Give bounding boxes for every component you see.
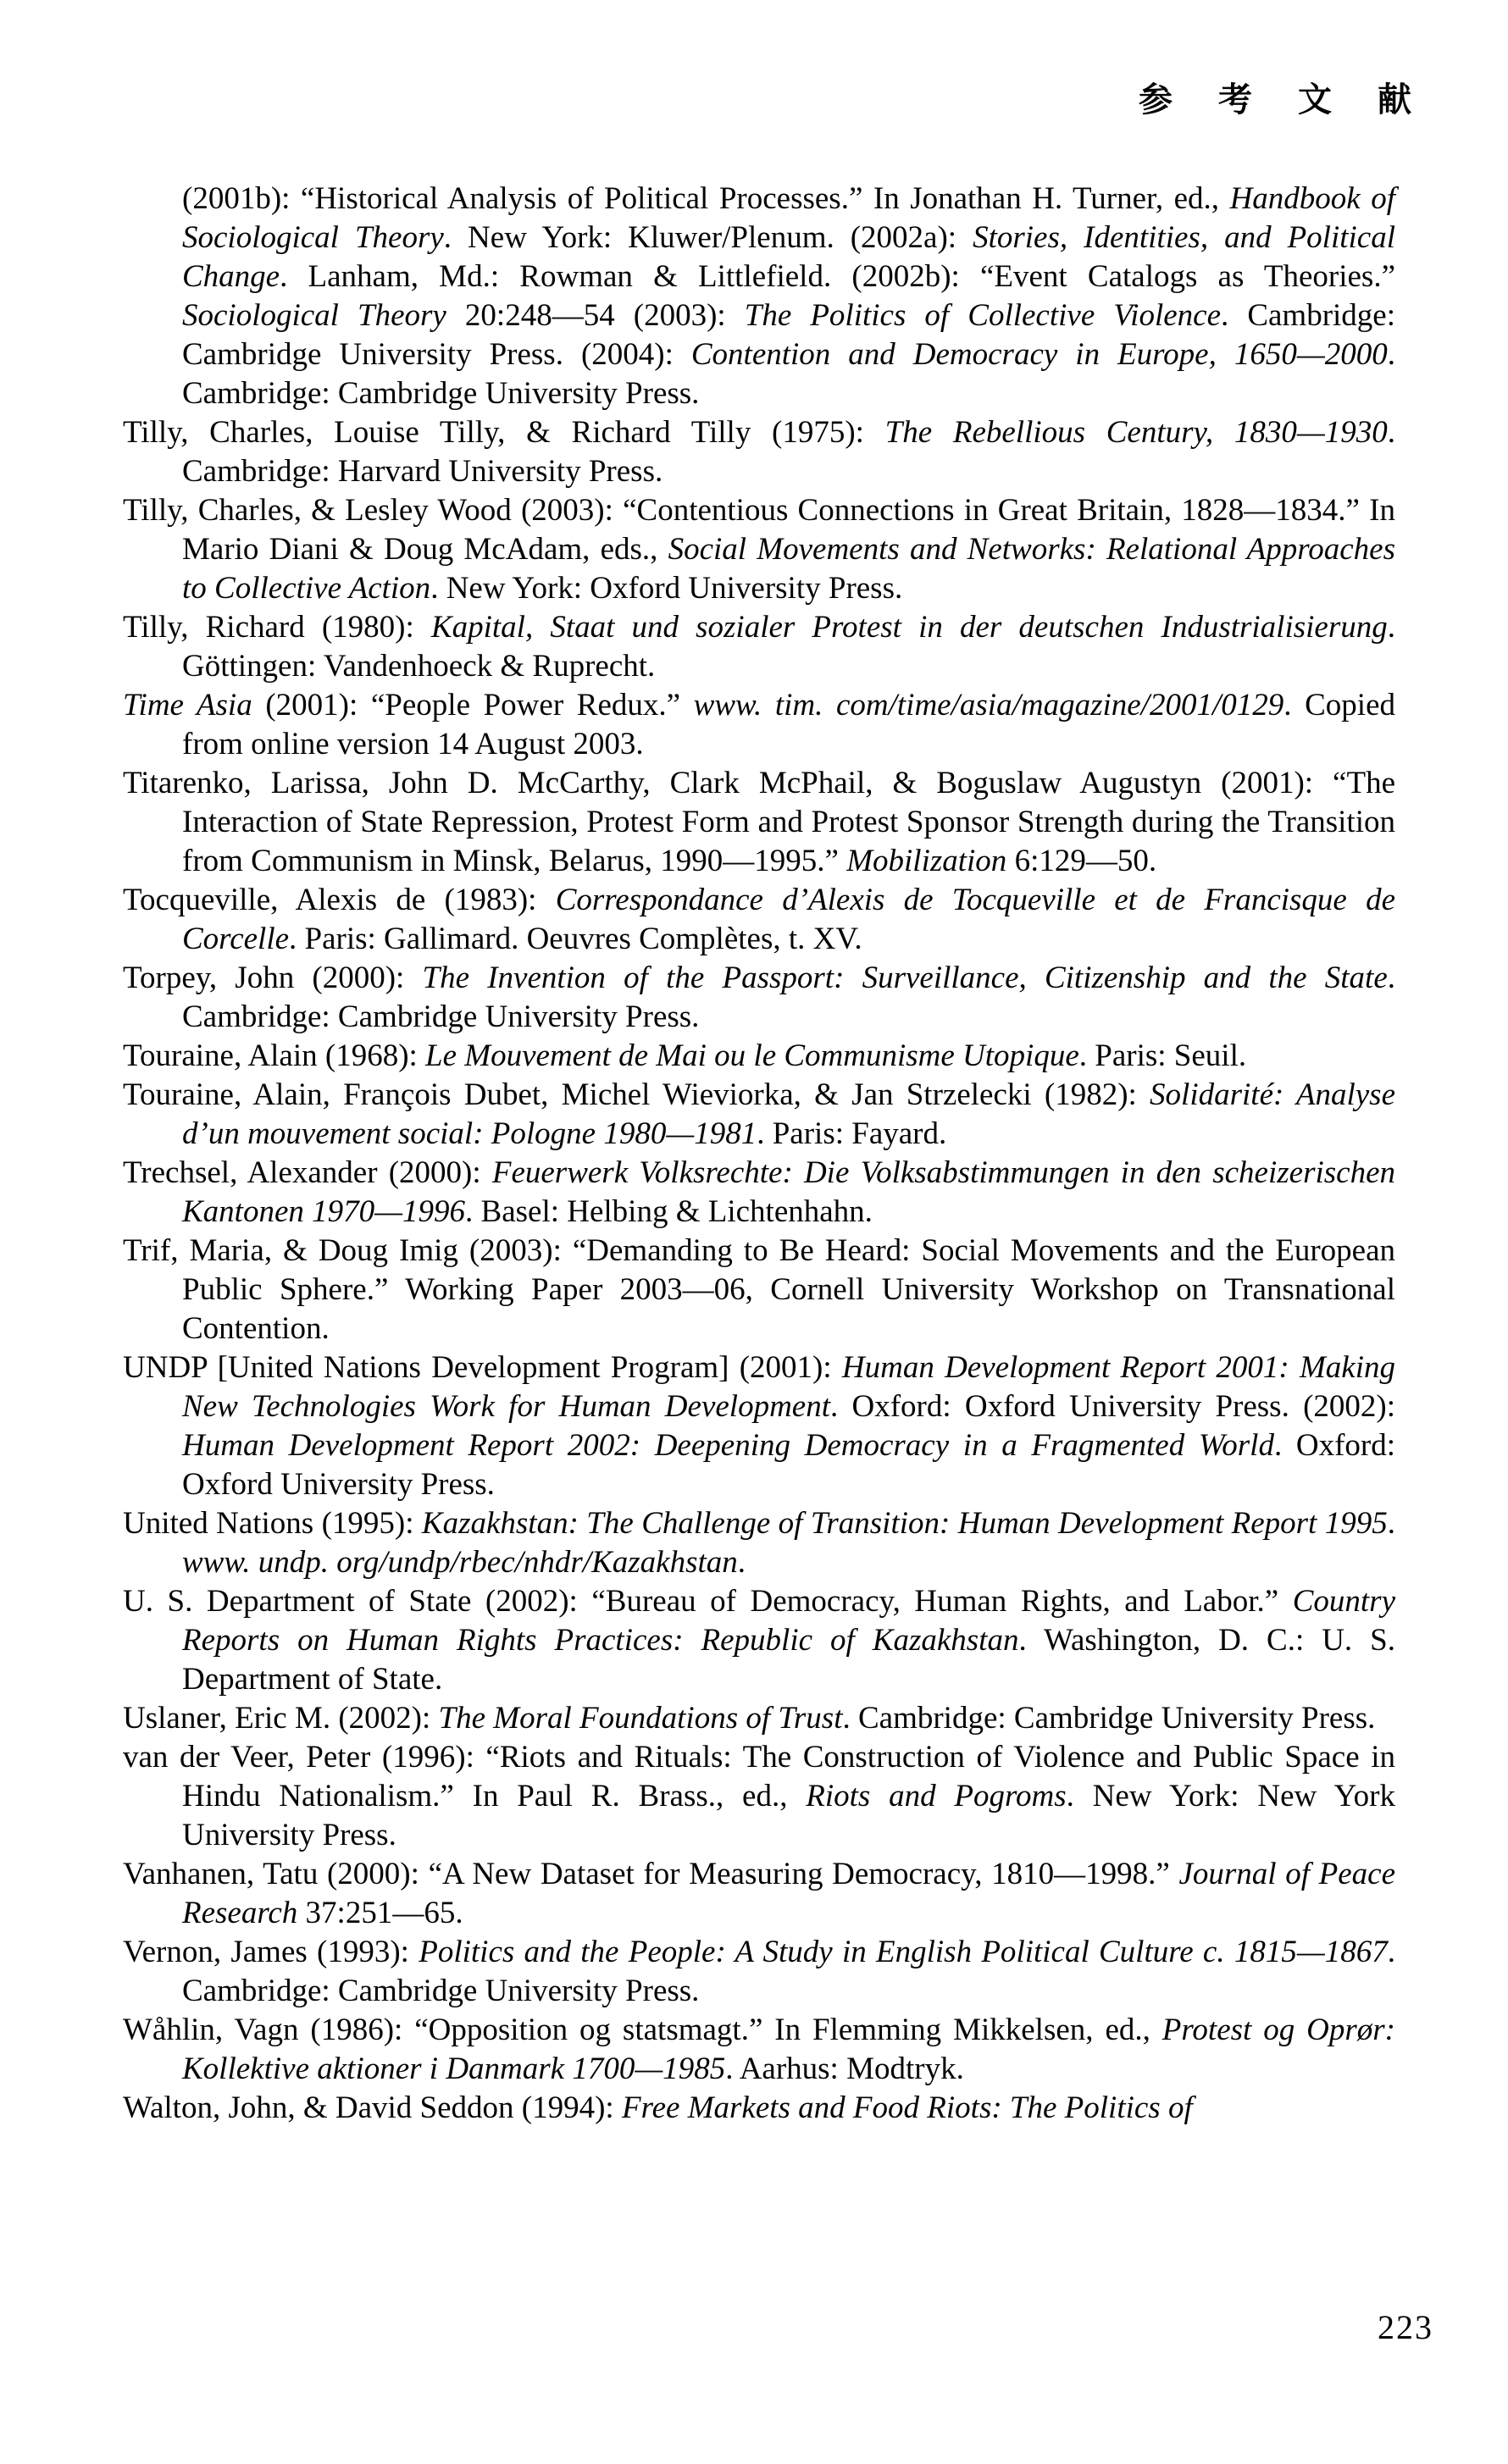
reference-text: Vanhanen, Tatu (2000): “A New Dataset for Measuring Democracy, 1810—1998.”	[123, 1857, 1179, 1891]
reference-entry	[123, 881, 1395, 959]
reference-text: . New York: Kluwer/Plenum. (2002a):	[443, 220, 973, 255]
reference-entry	[123, 1037, 1395, 1076]
reference-text: Torpey, John (2000):	[123, 961, 423, 995]
reference-text: . Basel: Helbing & Lichtenhahn.	[465, 1194, 873, 1229]
reference-title-italic: www. tim. com/time/asia/magazine/2001/0129	[693, 688, 1284, 723]
reference-entry	[123, 491, 1395, 608]
reference-text: UNDP [United Nations Development Program] (2001):	[123, 1350, 842, 1385]
reference-entry	[123, 959, 1395, 1037]
reference-text: . Lanham, Md.: Rowman & Littlefield. (2002b): “Event Catalogs as Theories.”	[280, 259, 1395, 294]
reference-text: . Paris: Seuil.	[1078, 1038, 1247, 1073]
reference-text: .	[737, 1545, 746, 1580]
reference-title-italic: Country Reports on Human Rights Practices: Republic of Kazakhstan	[182, 1584, 1395, 1658]
reference-entry	[123, 1699, 1395, 1738]
reference-title-italic: Kazakhstan: The Challenge of Transition: Human Development Report 1995	[421, 1506, 1388, 1541]
reference-text: . Cambridge: Harvard University Press.	[182, 415, 1395, 489]
reference-entry	[123, 1348, 1395, 1504]
reference-text: van der Veer, Peter (1996): “Riots and Rituals: The Construction of Violence and Public Space in Hindu Nationalism.” In Paul R. Brass., ed.,	[123, 1740, 1395, 1813]
reference-entry	[123, 764, 1395, 881]
reference-text: . Aarhus: Modtryk.	[725, 2051, 964, 2086]
reference-text: Tocqueville, Alexis de (1983):	[123, 883, 556, 917]
reference-title-italic: Politics and the People: A Study in English Political Culture c. 1815—1867	[419, 1935, 1388, 1969]
page-header-chinese: 参 考 文 献	[1139, 80, 1430, 119]
reference-title-italic: Stories, Identities, and Political Change	[182, 220, 1395, 294]
reference-title-italic: Human Development Report 2001: Making New Technologies Work for Human Development	[182, 1350, 1395, 1424]
reference-text: . Göttingen: Vandenhoeck & Ruprecht.	[182, 610, 1395, 684]
reference-title-italic: The Invention of the Passport: Surveillance, Citizenship and the State	[422, 961, 1388, 995]
reference-text: Walton, John, & David Seddon (1994):	[123, 2090, 622, 2125]
reference-title-italic: Time Asia	[123, 688, 252, 723]
reference-title-italic: The Rebellious Century, 1830—1930	[884, 415, 1388, 450]
reference-text: . Cambridge: Cambridge University Press.	[182, 1935, 1395, 2008]
reference-entry	[123, 1933, 1395, 2011]
page-number: 223	[1378, 2308, 1433, 2346]
reference-title-italic: Contention and Democracy in Europe, 1650—2000	[690, 337, 1388, 372]
reference-text: . Paris: Fayard.	[757, 1116, 947, 1151]
reference-title-italic: Journal of Peace Research	[182, 1857, 1396, 1930]
reference-text: . Washington, D. C.: U. S. Department of State.	[182, 1623, 1395, 1697]
reference-title-italic: Mobilization	[846, 844, 1007, 878]
reference-text: . Cambridge: Cambridge University Press.	[842, 1701, 1376, 1736]
reference-text: . Paris: Gallimard. Oeuvres Complètes, t. XV.	[289, 922, 862, 956]
reference-title-italic: Solidarité: Analyse d’un mouvement social: Pologne 1980—1981	[182, 1077, 1395, 1151]
reference-text: . Cambridge: Cambridge University Press. (2004):	[182, 298, 1395, 372]
reference-text: United Nations (1995):	[123, 1506, 422, 1541]
reference-title-italic: Human Development Report 2002: Deepening Democracy in a Fragmented World	[182, 1428, 1274, 1463]
reference-title-italic: The Moral Foundations of Trust	[438, 1701, 843, 1736]
reference-text: . Oxford: Oxford University Press. (2002):	[830, 1389, 1395, 1424]
reference-text: Trif, Maria, & Doug Imig (2003): “Demanding to Be Heard: Social Movements and the European Public Sphere.” Working Paper 2003—06, Cornell University Workshop on Transnational Contention.	[123, 1233, 1395, 1346]
reference-text: 37:251—65.	[297, 1896, 463, 1930]
reference-text: Wåhlin, Vagn (1986): “Opposition og statsmagt.” In Flemming Mikkelsen, ed.,	[123, 2013, 1162, 2047]
reference-title-italic: The Politics of Collective Violence	[744, 298, 1221, 333]
reference-entry	[123, 608, 1395, 686]
reference-title-italic: Kapital, Staat und sozialer Protest in der deutschen Industrialisierung	[430, 610, 1388, 645]
reference-title-italic: Feuerwerk Volksrechte: Die Volksabstimmungen in den scheizerischen Kantonen 1970—1996	[182, 1155, 1396, 1229]
reference-title-italic: Social Movements and Networks: Relational Approaches to Collective Action	[182, 532, 1395, 606]
references-list	[123, 180, 1395, 2128]
reference-title-italic: Le Mouvement de Mai ou le Communisme Utopique	[425, 1038, 1079, 1073]
reference-entry	[123, 1582, 1395, 1699]
reference-text: . Cambridge: Cambridge University Press.	[182, 961, 1395, 1034]
reference-entry	[123, 1076, 1395, 1154]
reference-text: .	[1387, 1506, 1395, 1541]
reference-entry	[123, 413, 1395, 491]
reference-text: Vernon, James (1993):	[123, 1935, 419, 1969]
reference-title-italic: Sociological Theory	[182, 298, 446, 333]
reference-title-italic: Free Markets and Food Riots: The Politics of	[621, 2090, 1193, 2125]
reference-text: Touraine, Alain, François Dubet, Michel Wieviorka, & Jan Strzelecki (1982):	[123, 1077, 1150, 1112]
reference-text: (2001b): “Historical Analysis of Political Processes.” In Jonathan H. Turner, ed.,	[182, 181, 1230, 216]
reference-text: Touraine, Alain (1968):	[123, 1038, 426, 1073]
reference-entry	[123, 1504, 1395, 1582]
reference-entry	[123, 1232, 1395, 1348]
reference-text: 20:248—54 (2003):	[446, 298, 745, 333]
reference-text: U. S. Department of State (2002): “Bureau of Democracy, Human Rights, and Labor.”	[123, 1584, 1293, 1619]
reference-text: . Copied from online version 14 August 2003.	[182, 688, 1395, 761]
reference-text: (2001): “People Power Redux.”	[252, 688, 694, 723]
reference-entry	[123, 1738, 1395, 1855]
reference-entry	[123, 686, 1395, 764]
reference-title-italic: Correspondance d’Alexis de Tocqueville et de Francisque de Corcelle	[182, 883, 1396, 956]
reference-text: Titarenko, Larissa, John D. McCarthy, Clark McPhail, & Boguslaw Augustyn (2001): “The Interaction of State Repression, Protest Form and Protest Sponsor Strength during the Transition from Communism in Minsk, Belarus, 1990—1995.”	[123, 766, 1395, 878]
reference-text: Tilly, Charles, & Lesley Wood (2003): “Contentious Connections in Great Britain, 1828—1834.” In Mario Diani & Doug McAdam, eds.,	[123, 493, 1395, 567]
reference-entry	[123, 180, 1395, 413]
reference-text: Uslaner, Eric M. (2002):	[123, 1701, 439, 1736]
reference-text: Trechsel, Alexander (2000):	[123, 1155, 492, 1190]
reference-text: . New York: Oxford University Press.	[430, 571, 903, 606]
reference-title-italic: www. undp. org/undp/rbec/nhdr/Kazakhstan	[182, 1545, 738, 1580]
reference-text: Tilly, Charles, Louise Tilly, & Richard Tilly (1975):	[123, 415, 885, 450]
reference-text: 6:129—50.	[1006, 844, 1157, 878]
reference-entry	[123, 1855, 1395, 1933]
reference-title-italic: Protest og Oprør: Kollektive aktioner i Danmark 1700—1985	[182, 2013, 1395, 2086]
reference-text: . New York: New York University Press.	[182, 1779, 1395, 1852]
reference-entry	[123, 2011, 1395, 2089]
reference-text: . Cambridge: Cambridge University Press.	[182, 337, 1395, 411]
reference-title-italic: Riots and Pogroms	[806, 1779, 1067, 1813]
reference-entry	[123, 2089, 1395, 2128]
reference-text: Tilly, Richard (1980):	[123, 610, 431, 645]
reference-text: . Oxford: Oxford University Press.	[182, 1428, 1395, 1502]
reference-entry	[123, 1154, 1395, 1232]
reference-title-italic: Handbook of Sociological Theory	[182, 181, 1395, 255]
